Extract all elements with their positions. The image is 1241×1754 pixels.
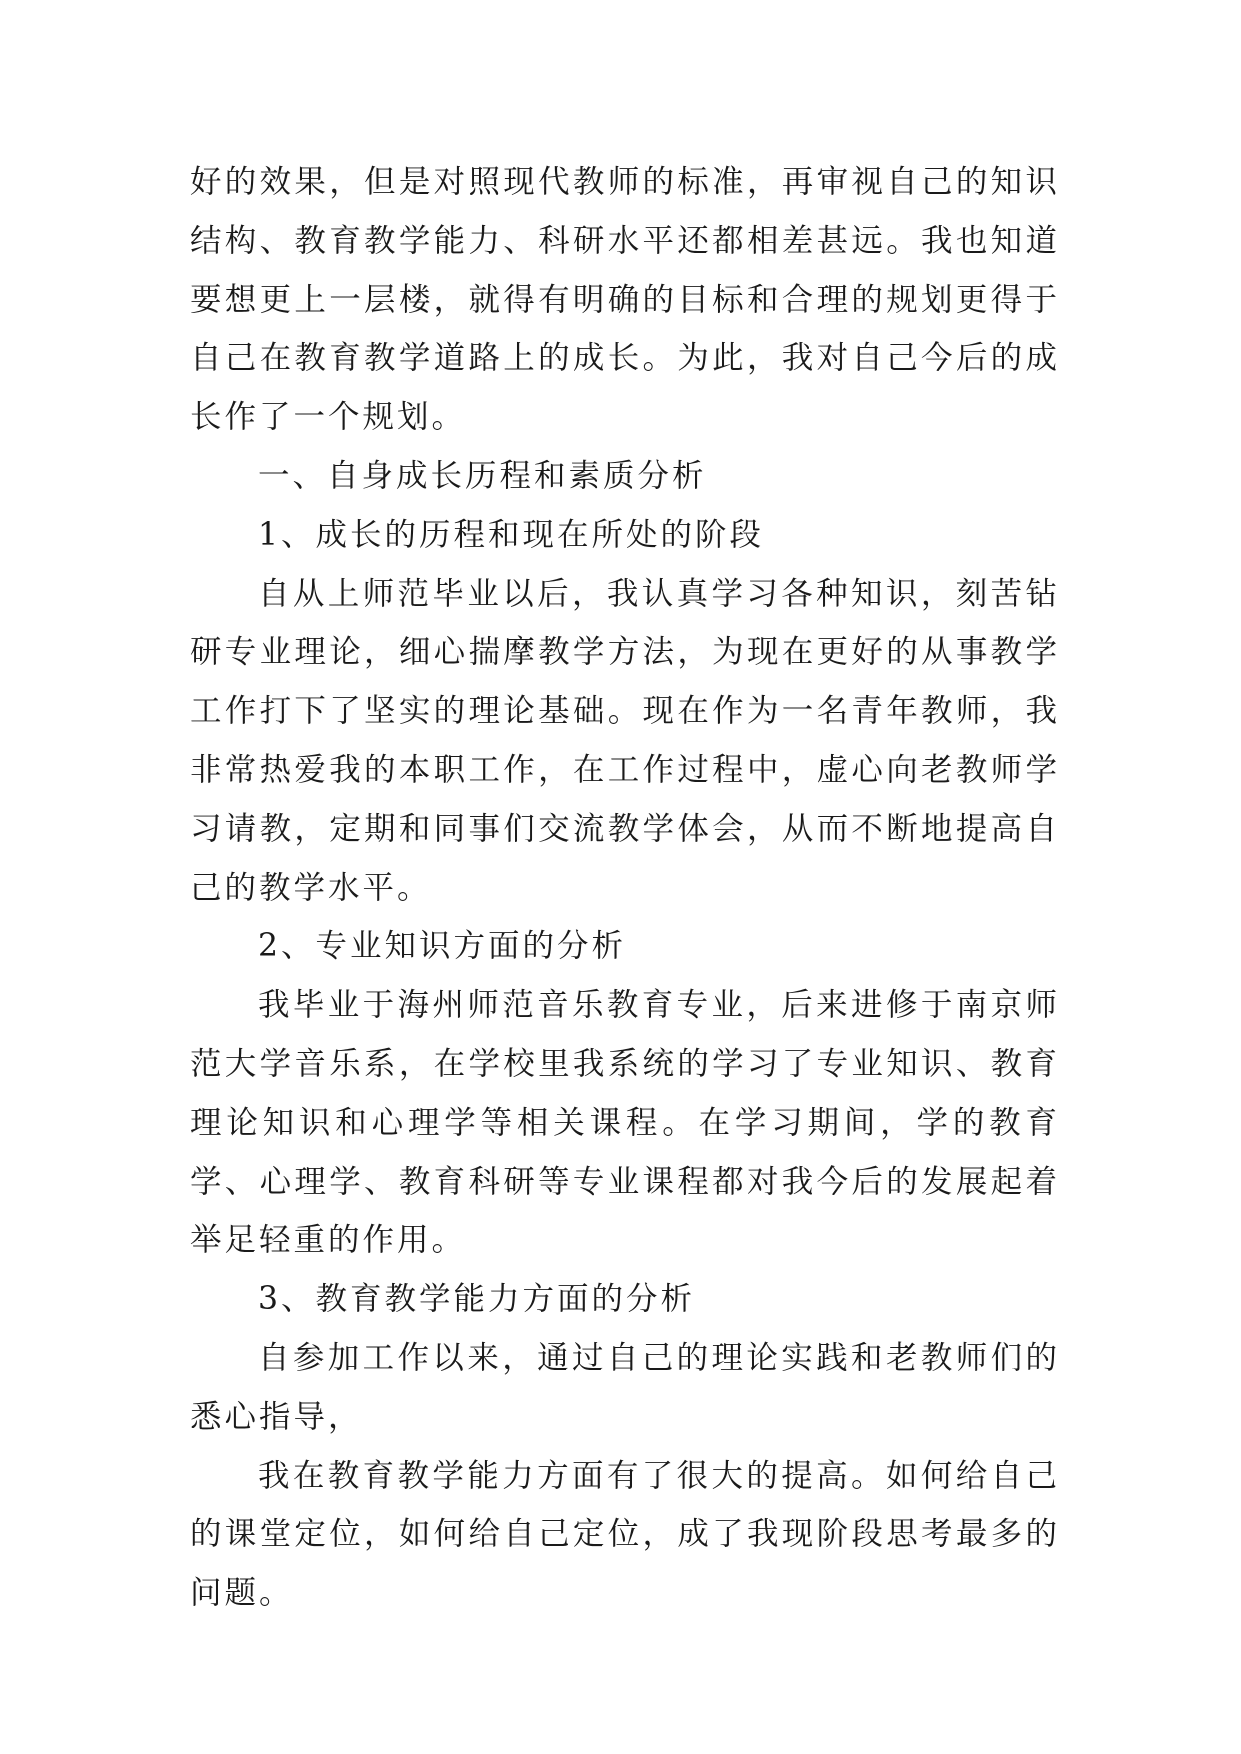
paragraph-teaching-ability-intro: 自参加工作以来，通过自己的理论实践和老教师们的悉心指导， [190,1339,1060,1435]
document-body [190,153,1060,1623]
paragraph-growth-stage: 自从上师范毕业以后，我认真学习各种知识，刻苦钻研专业理论，细心揣摩教学方法，为现在更好的从事教学工作打下了坚实的理论基础。现在作为一名青年教师，我非常热爱我的本职工作，在工作过程中，虚心向老教师学习请教，定期和同事们交流教学体会，从而不断地提高自己的教学水平。 [190,575,1060,906]
subheading-teaching-ability: 3、教育教学能力方面的分析 [258,1281,696,1318]
section-heading-growth-analysis: 一、自身成长历程和素质分析 [258,457,707,494]
subheading-professional-knowledge: 2、专业知识方面的分析 [258,928,627,965]
paragraph-professional-knowledge: 我毕业于海州师范音乐教育专业，后来进修于南京师范大学音乐系，在学校里我系统的学习了专业知识、教育理论知识和心理学等相关课程。在学习期间，学的教育学、心理学、教育科研等专业课程都对我今后的发展起着举足轻重的作用。 [190,987,1060,1259]
subheading-growth-stage: 1、成长的历程和现在所处的阶段 [258,516,765,553]
paragraph-continuation: 好的效果，但是对照现代教师的标准，再审视自己的知识结构、教育教学能力、科研水平还都相差甚远。我也知道要想更上一层楼，就得有明确的目标和合理的规划更得于自己在教育教学道路上的成长。为此，我对自己今后的成长作了一个规划。 [190,164,1060,436]
paragraph-teaching-ability: 我在教育教学能力方面有了很大的提高。如何给自己的课堂定位，如何给自己定位，成了我现阶段思考最多的问题。 [190,1457,1060,1612]
